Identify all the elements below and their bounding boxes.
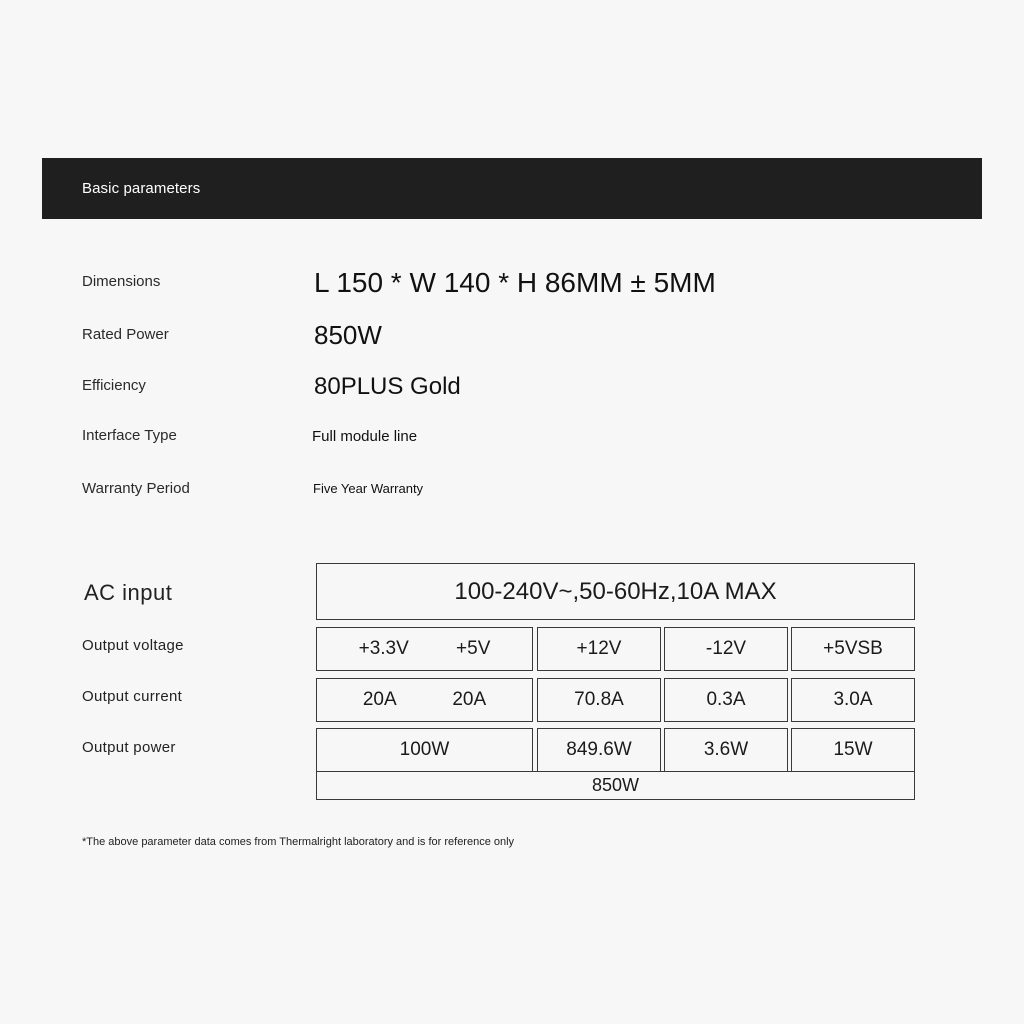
current-cell-5vsb [791,678,915,722]
total-power-cell [316,771,915,800]
current-5vsb: 3.0A [833,689,873,710]
ac-input-value-cell [316,563,915,620]
power-5vsb: 15W [833,739,873,760]
section-header-bar [42,158,982,219]
current-neg12v: 0.3A [706,689,746,710]
output-current-label: Output current [82,688,183,705]
spec-value-dimensions: L 150 * W 140 * H 86MM ± 5MM [314,267,716,298]
total-power: 850W [591,775,640,795]
footnote: *The above parameter data comes from Thermalright laboratory and is for reference only [82,836,515,848]
power-cell-3v3-5v [316,728,533,772]
power-12v: 849.6W [566,739,632,760]
current-cell-3v3-5v [316,678,533,722]
current-cell-neg12v [664,678,788,722]
power-cell-5vsb [791,728,915,772]
power-neg12v: 3.6W [703,739,749,760]
voltage-cell-5vsb [791,627,915,671]
voltage-neg12v: -12V [705,638,747,659]
voltage-cell-3v3-5v [316,627,533,671]
spec-label-interface-type: Interface Type [82,427,177,444]
spec-label-rated-power: Rated Power [82,326,169,343]
output-voltage-label: Output voltage [82,637,184,654]
current-cell-12v [537,678,661,722]
ac-input-value: 100-240V~,50-60Hz,10A MAX [454,577,777,605]
spec-value-warranty-period: Five Year Warranty [313,481,424,496]
spec-label-efficiency: Efficiency [82,377,146,394]
output-power-label: Output power [82,739,176,756]
spec-value-rated-power: 850W [314,320,382,350]
ac-input-label: AC input [84,580,173,605]
spec-label-dimensions: Dimensions [82,273,161,290]
current-12v: 70.8A [574,689,624,710]
power-cell-12v [537,728,661,772]
power-cell-neg12v [664,728,788,772]
spec-value-interface-type: Full module line [312,428,418,445]
voltage-5vsb: +5VSB [823,638,883,659]
voltage-3v3: +3.3V [358,638,409,659]
current-5v: 20A [452,689,487,710]
current-3v3: 20A [362,689,397,710]
section-title: Basic parameters [82,180,201,197]
voltage-cell-neg12v [664,627,788,671]
spec-label-warranty-period: Warranty Period [82,480,190,497]
voltage-12v: +12V [576,638,622,659]
spec-value-efficiency: 80PLUS Gold [314,373,461,400]
voltage-cell-12v [537,627,661,671]
power-3v3-5v: 100W [399,739,450,760]
voltage-5v: +5V [456,638,491,659]
